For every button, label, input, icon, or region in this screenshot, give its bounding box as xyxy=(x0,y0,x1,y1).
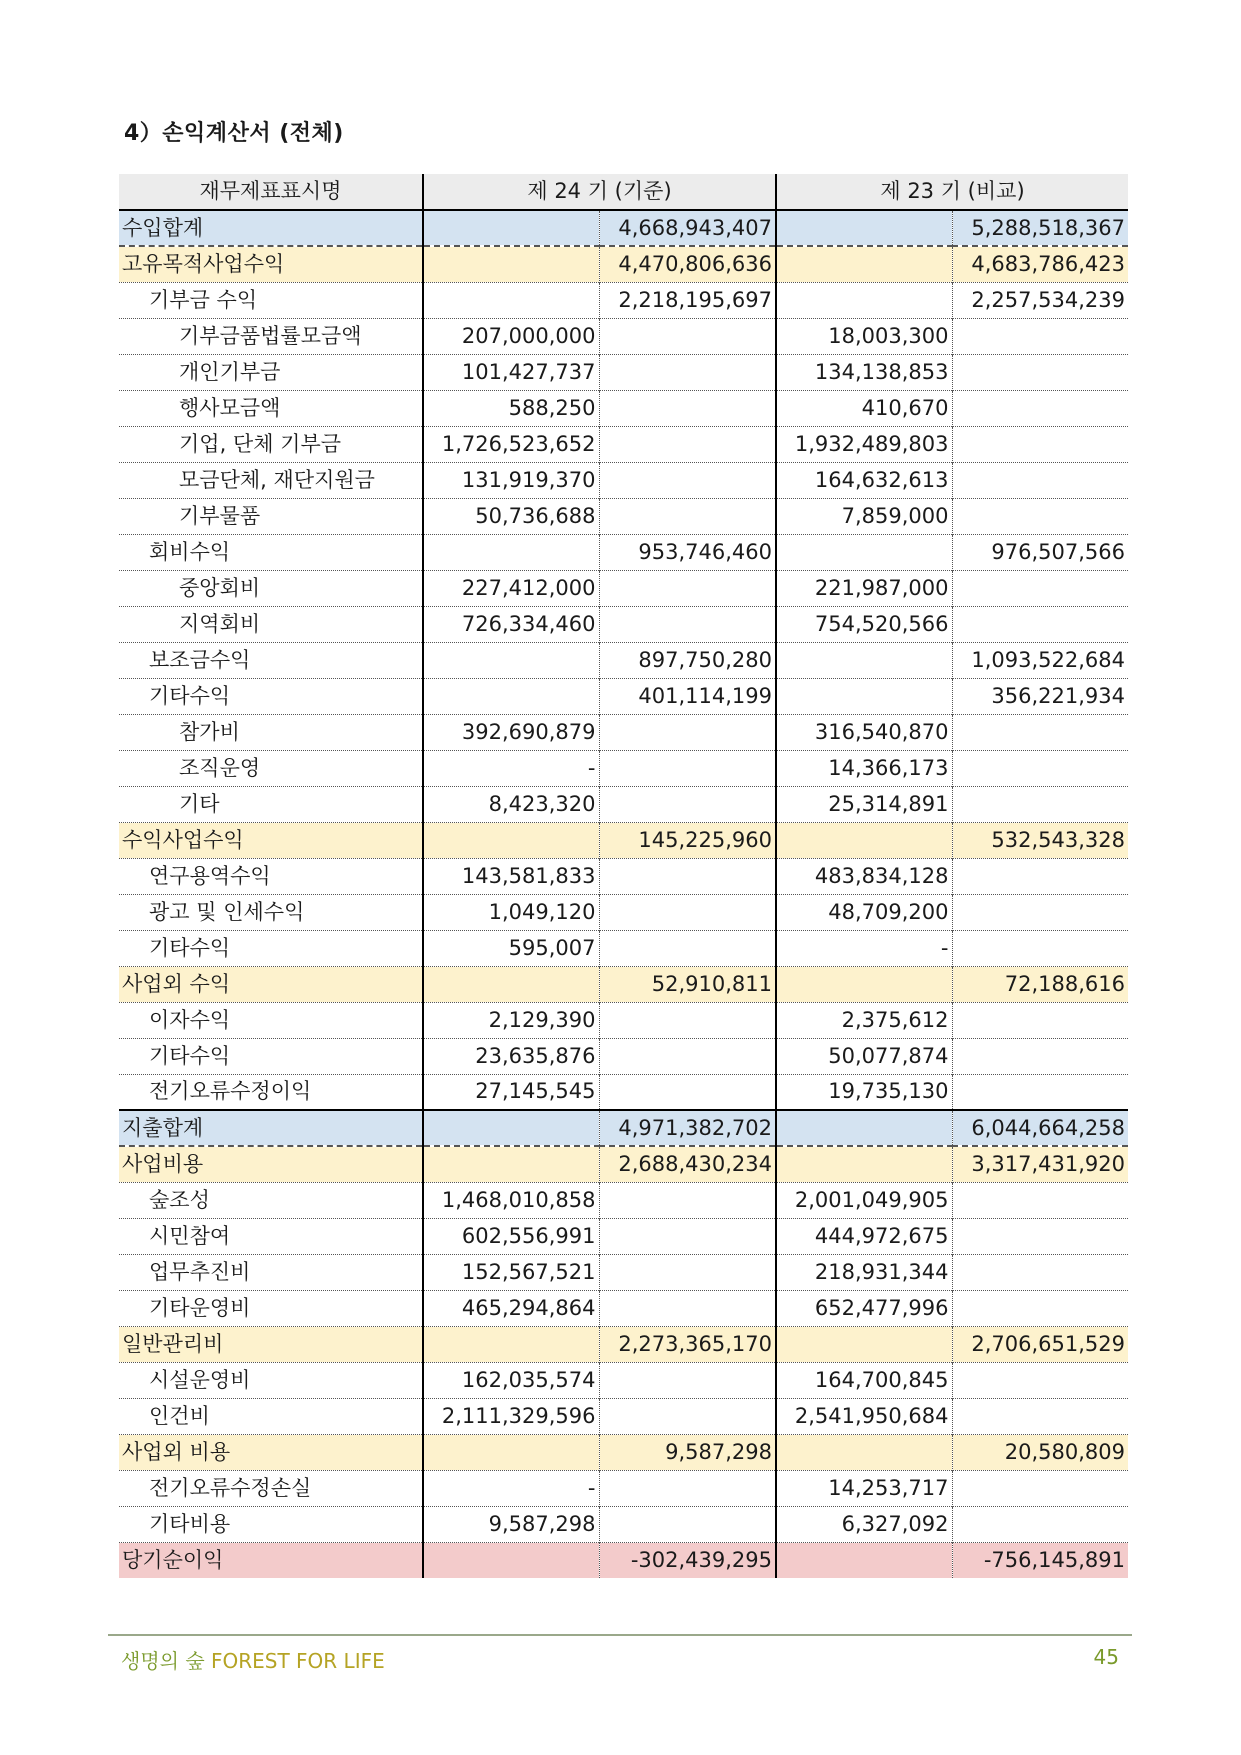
previous-detail-value: 164,632,613 xyxy=(776,462,952,498)
previous-detail-value xyxy=(776,1542,952,1578)
current-total-value xyxy=(599,1398,776,1434)
previous-detail-value: 14,253,717 xyxy=(776,1470,952,1506)
current-total-value xyxy=(599,930,776,966)
table-row xyxy=(119,642,1128,678)
row-label: 일반관리비 xyxy=(119,1326,423,1362)
previous-detail-value xyxy=(776,1326,952,1362)
previous-total-value xyxy=(952,426,1128,462)
current-total-value xyxy=(599,1002,776,1038)
current-detail-value xyxy=(423,678,599,714)
table-header-row xyxy=(119,174,1128,210)
previous-detail-value: 6,327,092 xyxy=(776,1506,952,1542)
previous-total-value xyxy=(952,1182,1128,1218)
current-detail-value: 227,412,000 xyxy=(423,570,599,606)
income-statement-table xyxy=(119,174,1128,1578)
row-label: 보조금수익 xyxy=(119,642,423,678)
previous-total-value xyxy=(952,570,1128,606)
current-total-value xyxy=(599,858,776,894)
previous-total-value: 3,317,431,920 xyxy=(952,1146,1128,1182)
current-detail-value: 595,007 xyxy=(423,930,599,966)
current-total-value: 897,750,280 xyxy=(599,642,776,678)
current-detail-value: 1,726,523,652 xyxy=(423,426,599,462)
row-label: 기부금 수익 xyxy=(119,282,423,318)
current-detail-value: 50,736,688 xyxy=(423,498,599,534)
current-total-value xyxy=(599,1182,776,1218)
previous-total-value: 4,683,786,423 xyxy=(952,246,1128,282)
current-total-value xyxy=(599,606,776,642)
table-row xyxy=(119,1434,1128,1470)
row-label: 업무추진비 xyxy=(119,1254,423,1290)
row-label: 참가비 xyxy=(119,714,423,750)
current-total-value: 2,273,365,170 xyxy=(599,1326,776,1362)
previous-detail-value: 2,375,612 xyxy=(776,1002,952,1038)
previous-detail-value: 7,859,000 xyxy=(776,498,952,534)
current-detail-value xyxy=(423,1146,599,1182)
current-detail-value xyxy=(423,1434,599,1470)
previous-total-value: 976,507,566 xyxy=(991,539,1125,564)
row-label: 사업외 비용 xyxy=(119,1434,423,1470)
row-label: 기타 xyxy=(119,786,423,822)
previous-detail-value: 316,540,870 xyxy=(776,714,952,750)
current-detail-value: 131,919,370 xyxy=(423,462,599,498)
row-label: 기타수익 xyxy=(119,1038,423,1074)
table-row xyxy=(119,210,1128,246)
previous-detail-value xyxy=(776,678,952,714)
current-detail-value: 207,000,000 xyxy=(423,318,599,354)
row-label: 이자수익 xyxy=(119,1002,423,1038)
current-total-value xyxy=(599,1506,776,1542)
previous-detail-value: 50,077,874 xyxy=(776,1038,952,1074)
table-row xyxy=(119,1038,1128,1074)
table-row xyxy=(119,1002,1128,1038)
previous-total-value xyxy=(952,1290,1128,1326)
current-total-value xyxy=(599,1254,776,1290)
previous-detail-value: 444,972,675 xyxy=(776,1218,952,1254)
current-detail-value: 1,049,120 xyxy=(423,894,599,930)
current-total-value: 4,668,943,407 xyxy=(599,210,776,246)
current-total-value xyxy=(599,390,776,426)
table-row xyxy=(119,498,1128,534)
previous-total-value xyxy=(952,1506,1128,1542)
previous-detail-value xyxy=(776,1110,952,1146)
previous-total-value xyxy=(952,606,1128,642)
footer-brand-ko: 생명의 숲 xyxy=(121,1649,205,1673)
footer-divider xyxy=(108,1634,1132,1636)
table-row xyxy=(119,930,1128,966)
previous-detail-value: 18,003,300 xyxy=(776,318,952,354)
previous-detail-value: 48,709,200 xyxy=(776,894,952,930)
row-label: 고유목적사업수익 xyxy=(119,246,423,282)
table-row xyxy=(119,1110,1128,1146)
previous-total-value: 5,288,518,367 xyxy=(952,210,1128,246)
current-detail-value xyxy=(423,1110,599,1146)
previous-detail-value: 25,314,891 xyxy=(776,786,952,822)
header-account-name: 재무제표표시명 xyxy=(119,174,423,210)
previous-total-value: 2,706,651,529 xyxy=(952,1326,1128,1362)
current-total-value: 4,470,806,636 xyxy=(599,246,776,282)
previous-detail-value xyxy=(776,282,952,318)
current-detail-value: 465,294,864 xyxy=(423,1290,599,1326)
previous-detail-value xyxy=(776,822,952,858)
current-total-value xyxy=(599,1074,776,1110)
current-total-value xyxy=(599,1290,776,1326)
table-row xyxy=(119,894,1128,930)
previous-detail-value xyxy=(776,246,952,282)
current-detail-value xyxy=(423,642,599,678)
row-label: 시설운영비 xyxy=(119,1362,423,1398)
table-row xyxy=(119,1362,1128,1398)
row-label: 회비수익 xyxy=(119,534,423,570)
current-detail-value: 23,635,876 xyxy=(423,1038,599,1074)
table-row xyxy=(119,822,1128,858)
table-row xyxy=(119,750,1128,786)
table-body xyxy=(119,210,1128,1578)
current-detail-value: 152,567,521 xyxy=(423,1254,599,1290)
table-row xyxy=(119,858,1128,894)
previous-detail-value xyxy=(776,642,952,678)
previous-detail-value: 164,700,845 xyxy=(776,1362,952,1398)
row-label: 숲조성 xyxy=(119,1182,423,1218)
current-detail-value: 27,145,545 xyxy=(423,1074,599,1110)
previous-total-value xyxy=(952,930,1128,966)
current-total-value xyxy=(599,426,776,462)
current-detail-value xyxy=(423,822,599,858)
table-row xyxy=(119,426,1128,462)
current-detail-value xyxy=(423,1542,599,1578)
previous-total-value xyxy=(952,894,1128,930)
row-label: 기타운영비 xyxy=(119,1290,423,1326)
row-label: 전기오류수정이익 xyxy=(119,1074,423,1110)
previous-detail-value: 410,670 xyxy=(776,390,952,426)
row-label: 사업외 수익 xyxy=(119,966,423,1002)
table-row xyxy=(119,1290,1128,1326)
previous-total-value xyxy=(952,318,1128,354)
table-row xyxy=(119,714,1128,750)
previous-total-value xyxy=(952,1002,1128,1038)
previous-total-value: -756,145,891 xyxy=(952,1542,1128,1578)
table-row xyxy=(119,786,1128,822)
current-detail-value xyxy=(423,1326,599,1362)
current-total-value: 9,587,298 xyxy=(599,1434,776,1470)
row-label: 행사모금액 xyxy=(119,390,423,426)
current-detail-value: 9,587,298 xyxy=(423,1506,599,1542)
current-detail-value: 101,427,737 xyxy=(423,354,599,390)
row-label: 기타수익 xyxy=(119,678,423,714)
current-detail-value: 588,250 xyxy=(423,390,599,426)
previous-total-value xyxy=(952,750,1128,786)
row-label: 기부금품법률모금액 xyxy=(119,318,423,354)
current-total-value: 401,114,199 xyxy=(599,678,776,714)
current-total-value: 2,688,430,234 xyxy=(599,1146,776,1182)
previous-total-value xyxy=(952,498,1128,534)
table-row xyxy=(119,966,1128,1002)
row-label: 사업비용 xyxy=(119,1146,423,1182)
previous-total-value xyxy=(952,714,1128,750)
previous-total-value xyxy=(952,462,1128,498)
current-detail-value: - xyxy=(423,750,599,786)
table-row xyxy=(119,1398,1128,1434)
previous-total-value xyxy=(952,858,1128,894)
current-detail-value: 392,690,879 xyxy=(423,714,599,750)
footer-brand xyxy=(121,1645,385,1674)
table-row xyxy=(119,1254,1128,1290)
header-current-period: 제 24 기 (기준) xyxy=(423,174,776,210)
current-total-value: 4,971,382,702 xyxy=(599,1110,776,1146)
table-row xyxy=(119,390,1128,426)
table-row xyxy=(119,318,1128,354)
current-total-value: 953,746,460 xyxy=(599,534,776,570)
row-label: 기타수익 xyxy=(119,930,423,966)
previous-total-value xyxy=(952,1398,1128,1434)
current-detail-value: 1,468,010,858 xyxy=(423,1182,599,1218)
row-label: 모금단체, 재단지원금 xyxy=(119,462,423,498)
row-label: 전기오류수정손실 xyxy=(119,1470,423,1506)
previous-total-value: 532,543,328 xyxy=(952,822,1128,858)
current-total-value: -302,439,295 xyxy=(599,1542,776,1578)
current-detail-value xyxy=(423,966,599,1002)
previous-total-value: 1,093,522,684 xyxy=(971,647,1125,672)
previous-total-value xyxy=(952,1218,1128,1254)
table-row xyxy=(119,678,1128,714)
current-total-value xyxy=(599,1470,776,1506)
table-row xyxy=(119,570,1128,606)
current-detail-value: 2,129,390 xyxy=(423,1002,599,1038)
row-label: 인건비 xyxy=(119,1398,423,1434)
previous-detail-value: 14,366,173 xyxy=(776,750,952,786)
previous-total-value xyxy=(952,1362,1128,1398)
current-total-value: 145,225,960 xyxy=(599,822,776,858)
table-row xyxy=(119,282,1128,318)
current-detail-value xyxy=(423,534,599,570)
previous-detail-value: 1,932,489,803 xyxy=(776,426,952,462)
previous-total-value xyxy=(952,1074,1128,1110)
previous-total-value xyxy=(952,1038,1128,1074)
current-detail-value: 602,556,991 xyxy=(423,1218,599,1254)
previous-detail-value: 483,834,128 xyxy=(776,858,952,894)
previous-detail-value: 754,520,566 xyxy=(776,606,952,642)
row-label: 당기순이익 xyxy=(119,1542,423,1578)
current-total-value xyxy=(599,462,776,498)
table-row xyxy=(119,1074,1128,1110)
row-label: 기업, 단체 기부금 xyxy=(119,426,423,462)
footer-brand-en: FOREST FOR LIFE xyxy=(211,1649,385,1673)
section-title: 4）손익계산서 (전체) xyxy=(124,121,344,146)
row-label: 연구용역수익 xyxy=(119,858,423,894)
row-label: 광고 및 인세수익 xyxy=(119,894,423,930)
previous-detail-value xyxy=(776,1146,952,1182)
current-total-value xyxy=(599,354,776,390)
table-row xyxy=(119,354,1128,390)
current-detail-value: 2,111,329,596 xyxy=(423,1398,599,1434)
current-total-value xyxy=(599,1218,776,1254)
previous-detail-value xyxy=(776,210,952,246)
current-detail-value xyxy=(423,282,599,318)
previous-detail-value: 134,138,853 xyxy=(776,354,952,390)
table-row xyxy=(119,1146,1128,1182)
previous-detail-value xyxy=(776,1434,952,1470)
previous-total-value xyxy=(952,1470,1128,1506)
current-total-value xyxy=(599,1038,776,1074)
current-detail-value xyxy=(423,210,599,246)
table-row xyxy=(119,1326,1128,1362)
current-total-value xyxy=(599,318,776,354)
current-total-value: 52,910,811 xyxy=(599,966,776,1002)
previous-total-value xyxy=(952,1254,1128,1290)
previous-detail-value: - xyxy=(776,930,952,966)
current-detail-value xyxy=(423,246,599,282)
row-label: 개인기부금 xyxy=(119,354,423,390)
row-label: 수입합계 xyxy=(119,210,423,246)
previous-detail-value xyxy=(776,534,952,570)
previous-detail-value: 2,001,049,905 xyxy=(776,1182,952,1218)
current-total-value xyxy=(599,750,776,786)
row-label: 중앙회비 xyxy=(119,570,423,606)
header-previous-period: 제 23 기 (비교) xyxy=(776,174,1128,210)
table-row xyxy=(119,462,1128,498)
current-detail-value: 162,035,574 xyxy=(423,1362,599,1398)
row-label: 지출합계 xyxy=(119,1110,423,1146)
previous-total-value xyxy=(952,354,1128,390)
previous-total-value xyxy=(952,786,1128,822)
current-total-value xyxy=(599,714,776,750)
previous-total-value: 2,257,534,239 xyxy=(971,287,1125,312)
row-label: 수익사업수익 xyxy=(119,822,423,858)
current-total-value: 2,218,195,697 xyxy=(599,282,776,318)
table-row xyxy=(119,1218,1128,1254)
current-total-value xyxy=(599,894,776,930)
current-detail-value: 143,581,833 xyxy=(423,858,599,894)
table-row xyxy=(119,534,1128,570)
table-row xyxy=(119,1182,1128,1218)
page-number: 45 xyxy=(1093,1645,1119,1669)
previous-detail-value: 218,931,344 xyxy=(776,1254,952,1290)
table-row xyxy=(119,1470,1128,1506)
previous-total-value: 72,188,616 xyxy=(952,966,1128,1002)
current-detail-value: 726,334,460 xyxy=(423,606,599,642)
row-label: 시민참여 xyxy=(119,1218,423,1254)
previous-total-value: 6,044,664,258 xyxy=(952,1110,1128,1146)
current-detail-value: 8,423,320 xyxy=(423,786,599,822)
row-label: 기타비용 xyxy=(119,1506,423,1542)
current-total-value xyxy=(599,498,776,534)
row-label: 조직운영 xyxy=(119,750,423,786)
row-label: 지역회비 xyxy=(119,606,423,642)
previous-detail-value: 19,735,130 xyxy=(776,1074,952,1110)
table-row xyxy=(119,606,1128,642)
table-row xyxy=(119,1542,1128,1578)
previous-total-value xyxy=(952,390,1128,426)
current-total-value xyxy=(599,786,776,822)
previous-total-value: 20,580,809 xyxy=(952,1434,1128,1470)
previous-detail-value xyxy=(776,966,952,1002)
row-label: 기부물품 xyxy=(119,498,423,534)
previous-detail-value: 2,541,950,684 xyxy=(776,1398,952,1434)
current-total-value xyxy=(599,1362,776,1398)
table-row xyxy=(119,1506,1128,1542)
current-detail-value: - xyxy=(423,1470,599,1506)
previous-total-value: 356,221,934 xyxy=(991,683,1125,708)
current-total-value xyxy=(599,570,776,606)
previous-detail-value: 652,477,996 xyxy=(776,1290,952,1326)
table-row xyxy=(119,246,1128,282)
previous-detail-value: 221,987,000 xyxy=(776,570,952,606)
